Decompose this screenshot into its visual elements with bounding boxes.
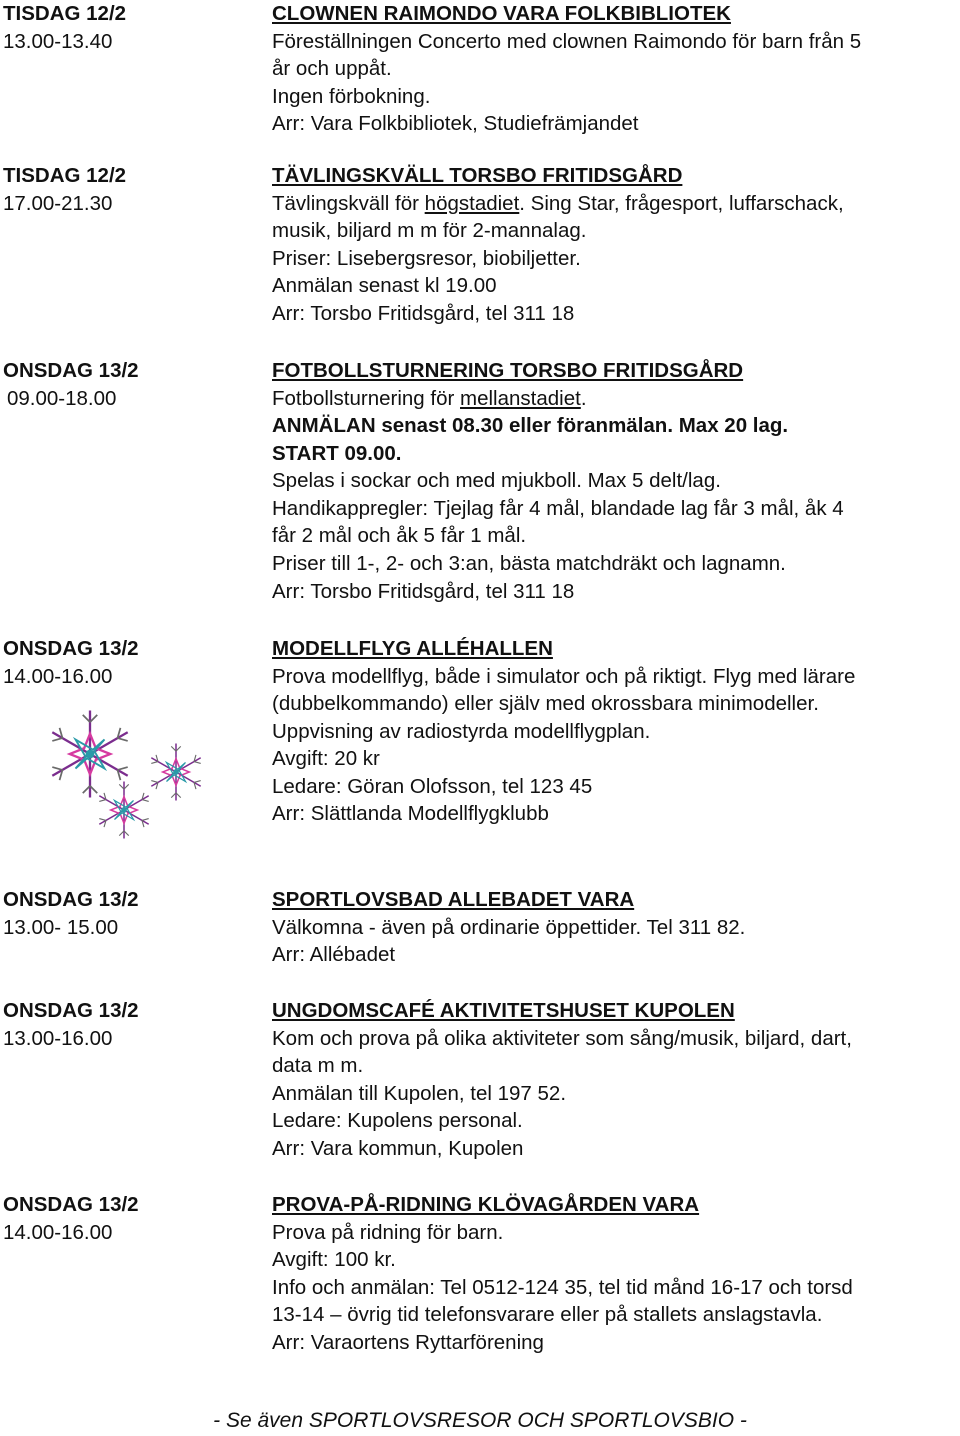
snowflakes-decoration — [48, 706, 228, 841]
line-prefix: Tävlingskväll för — [272, 191, 425, 215]
event-line: Handikappregler: Tjejlag får 4 mål, blandade lag får 3 mål, åk 4 — [272, 496, 844, 520]
snowflake-icon — [52, 711, 127, 798]
event-title: FOTBOLLSTURNERING TORSBO FRITIDSGÅRD — [272, 359, 744, 382]
event-line: Priser till 1-, 2- och 3:an, bästa matchdräkt och lagnamn. — [272, 551, 786, 575]
event-line: Avgift: 100 kr. — [272, 1248, 396, 1271]
event-line: Priser: Lisebergsresor, biobiljetter. — [272, 246, 581, 270]
event-line — [272, 190, 844, 218]
event-line: Ingen förbokning. — [272, 84, 431, 108]
event-line: Ledare: Göran Olofsson, tel 123 45 — [272, 774, 593, 798]
event-prova-pa-ridning — [0, 1191, 960, 1354]
event-line: Arr: Slättlanda Modellflygklubb — [272, 802, 549, 826]
event-tavlingskvall — [0, 162, 960, 325]
event-time: 17.00-21.30 — [3, 191, 113, 215]
event-time: 13.00-13.40 — [3, 29, 113, 53]
event-line: får 2 mål och åk 5 får 1 mål. — [272, 524, 527, 548]
event-ungdomscafe — [0, 997, 960, 1160]
line-suffix: . — [580, 386, 587, 410]
event-clownen-raimondo — [0, 0, 960, 136]
event-title: UNGDOMSCAFÉ AKTIVITETSHUSET KUPOLEN — [272, 999, 735, 1022]
event-sportlovsbad — [0, 886, 960, 966]
event-title: TÄVLINGSKVÄLL TORSBO FRITIDSGÅRD — [272, 164, 683, 187]
snowflake-icon — [99, 782, 148, 839]
event-modellflyg — [0, 635, 960, 826]
event-bold-line: ANMÄLAN senast 08.30 eller föranmälan. Max 20 lag. — [272, 414, 789, 437]
event-day: ONSDAG 13/2 — [3, 637, 139, 660]
event-day: ONSDAG 13/2 — [3, 999, 139, 1022]
event-bold-line: START 09.00. — [272, 441, 402, 465]
event-time: 13.00-16.00 — [3, 1026, 113, 1050]
event-line: Prova på ridning för barn. — [272, 1220, 504, 1244]
event-time: 14.00-16.00 — [3, 664, 113, 688]
highstage-link[interactable]: högstadiet — [424, 191, 520, 215]
event-day: TISDAG 12/2 — [3, 2, 127, 25]
event-line: Arr: Allébadet — [272, 943, 396, 966]
event-line: Anmälan till Kupolen, tel 197 52. — [272, 1081, 567, 1105]
event-line: Ledare: Kupolens personal. — [272, 1109, 523, 1133]
event-time: 09.00-18.00 — [7, 386, 117, 410]
line-suffix: . Sing Star, frågesport, luffarschack, — [519, 191, 844, 215]
event-line: Avgift: 20 kr — [272, 747, 380, 771]
event-day: TISDAG 12/2 — [3, 164, 127, 187]
event-line: Arr: Torsbo Fritidsgård, tel 311 18 — [272, 301, 575, 325]
event-line: Spelas i sockar och med mjukboll. Max 5 delt/lag. — [272, 469, 721, 493]
event-line: Prova modellflyg, både i simulator och på riktigt. Flyg med lärare — [272, 664, 856, 688]
line-prefix: Fotbollsturnering för — [272, 386, 461, 410]
event-line: år och uppåt. — [272, 57, 392, 80]
event-line: Välkomna - även på ordinarie öppettider. Tel 311 82. — [272, 915, 746, 939]
event-line: (dubbelkommando) eller själv med okrossbara minimodeller. — [272, 692, 819, 715]
event-line: Anmälan senast kl 19.00 — [272, 274, 497, 298]
event-day: ONSDAG 13/2 — [3, 359, 139, 382]
event-line: Arr: Torsbo Fritidsgård, tel 311 18 — [272, 579, 575, 603]
event-title: SPORTLOVSBAD ALLEBADET VARA — [272, 888, 635, 911]
mellanstadiet-link[interactable]: mellanstadiet — [460, 386, 581, 410]
event-title: PROVA-PÅ-RIDNING KLÖVAGÅRDEN VARA — [272, 1193, 700, 1216]
event-line: Arr: Vara Folkbibliotek, Studiefrämjandet — [272, 112, 639, 136]
event-line: Uppvisning av radiostyrda modellflygplan. — [272, 719, 651, 743]
footer-note: - Se även SPORTLOVSRESOR OCH SPORTLOVSBIO - — [213, 1409, 747, 1432]
event-line: Föreställningen Concerto med clownen Raimondo för barn från 5 — [272, 29, 862, 53]
event-time: 14.00-16.00 — [3, 1220, 113, 1244]
event-line — [272, 385, 587, 413]
event-fotbollsturnering — [0, 357, 960, 603]
event-line: Kom och prova på olika aktiviteter som sång/musik, biljard, dart, — [272, 1026, 852, 1050]
event-day: ONSDAG 13/2 — [3, 1193, 139, 1216]
event-line: data m m. — [272, 1054, 364, 1077]
event-title: MODELLFLYG ALLÉHALLEN — [272, 637, 553, 660]
event-line: Arr: Varaortens Ryttarförening — [272, 1330, 544, 1354]
event-line: Arr: Vara kommun, Kupolen — [272, 1136, 524, 1160]
event-line: Info och anmälan: Tel 0512-124 35, tel tid månd 16-17 och torsd — [272, 1275, 853, 1299]
event-day: ONSDAG 13/2 — [3, 888, 139, 911]
event-title: CLOWNEN RAIMONDO VARA FOLKBIBLIOTEK — [272, 2, 731, 25]
event-line: musik, biljard m m för 2-mannalag. — [272, 219, 587, 242]
event-time: 13.00- 15.00 — [3, 915, 119, 939]
snowflake-icon — [151, 744, 200, 801]
event-line: 13-14 – övrig tid telefonsvarare eller på stallets anslagstavla. — [272, 1303, 823, 1327]
